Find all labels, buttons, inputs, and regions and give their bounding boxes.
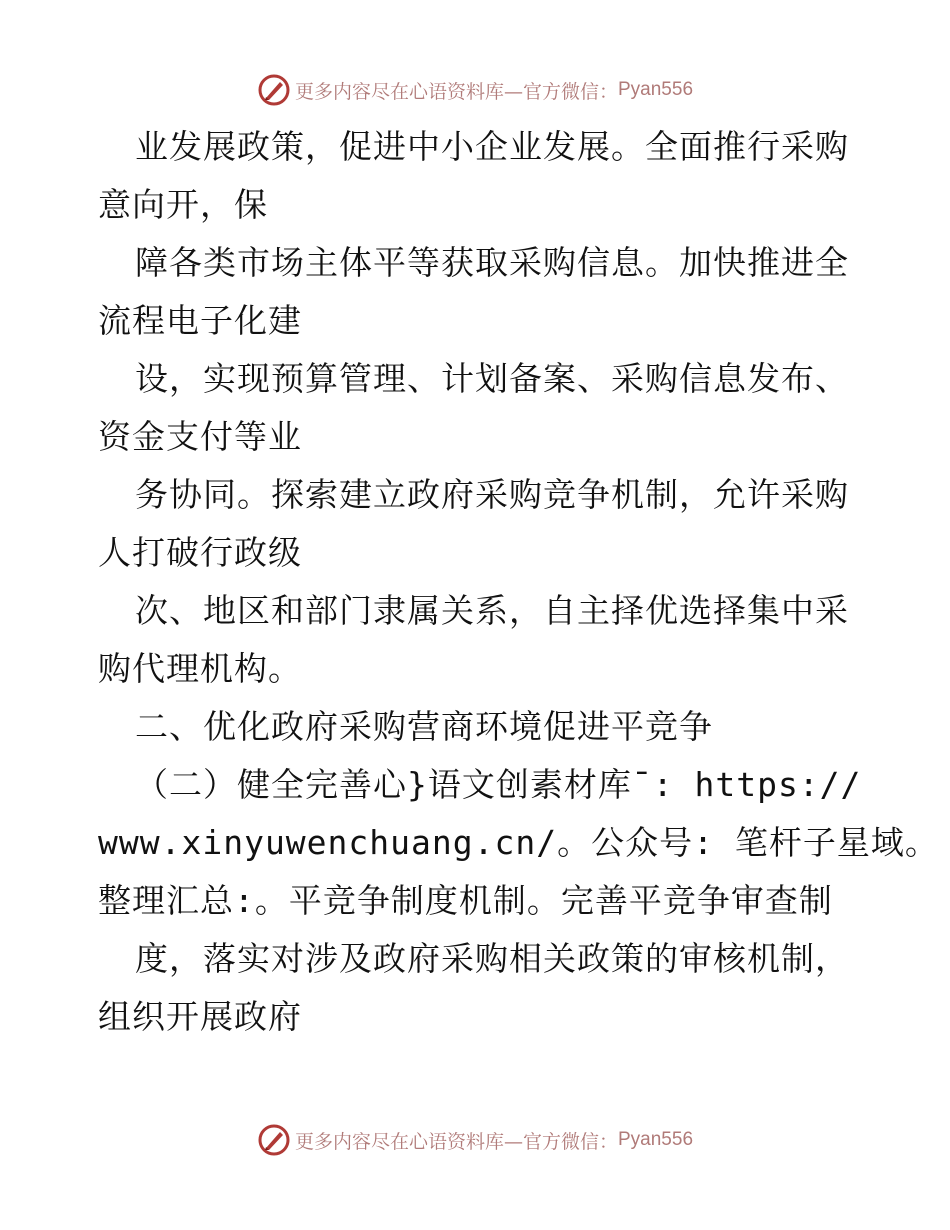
text-line: 设，实现预算管理、计划备案、采购信息发布、 <box>135 359 849 398</box>
footer-watermark <box>0 1120 950 1160</box>
quill-pen-logo-icon <box>257 73 291 107</box>
watermark-text: 更多内容尽在心语资料库—官方微信： <box>294 1130 618 1153</box>
text-line: 购代理机构。 <box>98 649 302 688</box>
text-line: 人打破行政级 <box>98 533 302 572</box>
quill-pen-logo-icon <box>257 1123 291 1157</box>
text-line: 度，落实对涉及政府采购相关政策的审核机制， <box>135 939 849 978</box>
watermark-text: 更多内容尽在心语资料库—官方微信： <box>294 80 618 103</box>
watermark-wechat-id: Pyan556 <box>618 79 694 100</box>
text-line: 障各类市场主体平等获取采购信息。加快推进全 <box>135 243 849 282</box>
text-line: 意向开，保 <box>98 185 268 224</box>
text-line: 次、地区和部门隶属关系，自主择优选择集中采 <box>135 591 849 630</box>
text-line: （二）健全完善心}语文创素材库¯: https:// <box>135 765 862 804</box>
document-body <box>98 118 939 1046</box>
text-line: 务协同。探索建立政府采购竞争机制，允许采购 <box>135 475 849 514</box>
header-watermark <box>0 70 950 110</box>
text-line: 组织开展政府 <box>98 997 302 1036</box>
text-line: 流程电子化建 <box>98 301 302 340</box>
section-heading: 二、优化政府采购营商环境促进平竞争 <box>135 707 713 746</box>
text-line: 业发展政策，促进中小企业发展。全面推行采购 <box>135 127 849 166</box>
text-line: 资金支付等业 <box>98 417 302 456</box>
watermark-wechat-id: Pyan556 <box>618 1129 694 1150</box>
text-line: www.xinyuwenchuang.cn/。公众号: 笔杆子星域。 <box>98 823 939 862</box>
text-line: 整理汇总:。平竞争制度机制。完善平竞争审查制 <box>98 881 833 920</box>
